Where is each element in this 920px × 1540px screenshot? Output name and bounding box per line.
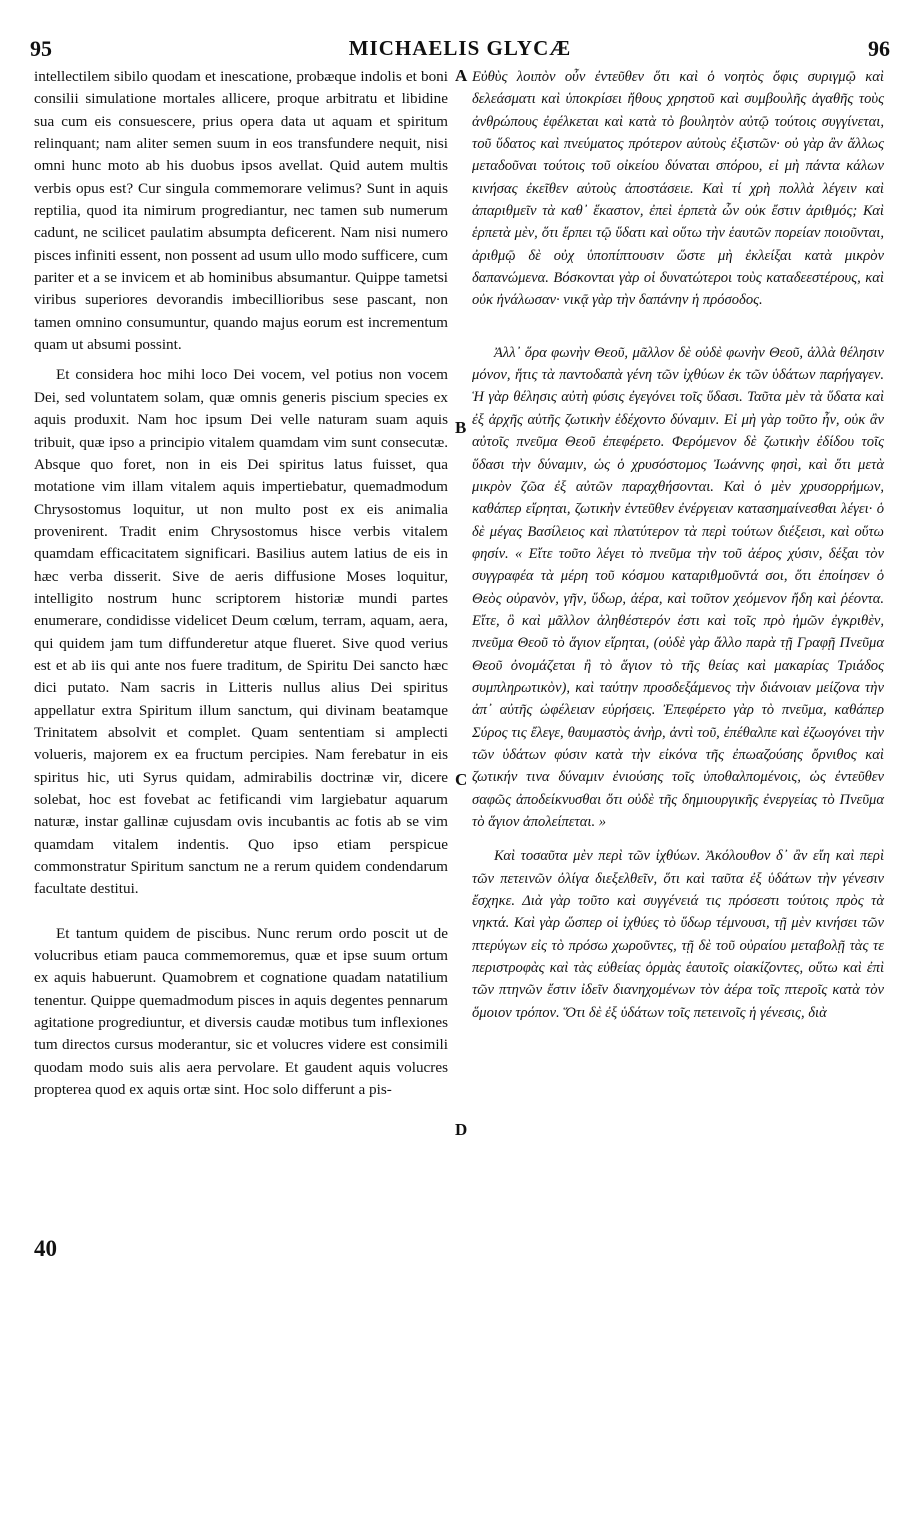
margin-marker-d: D <box>455 1120 468 1139</box>
margin-line-number: 40 <box>34 1236 57 1261</box>
latin-column <box>34 66 448 1101</box>
greek-paragraph-2: Ἀλλ᾽ ὅρα φωνὴν Θεοῦ, μᾶλλον δὲ οὐδὲ φωνὴν Θεοῦ, ἀλλὰ θέλησιν μόνον, ἥτις τὰ παντοδαπὰ γένη τῶν ἰχθύων ἐκ τῶν ὑδάτων παρήγαγεν. Ἡ γὰρ θέλησις αὐτὴ φύσις ἐγεγόνει τοῖς ὕδασι. Ταῦτα μὲν τὰ ὕδατα καὶ ἐξ ἀρχῆς αὐτῆς ζωτικὴν ἐδέχοντο δύναμιν. Εἰ μὴ γὰρ τοῦτο ἦν, οὐκ ἂν αὐτοῖς πνεῦμα Θεοῦ ἐπεφέρετο. Φερόμενον δὲ ζωτικὴν ἐδίδου τοῖς ὕδασι τὴν δύναμιν, ὡς ὁ χρυσόστομος Ἰωάννης φησὶ, καὶ ὅτι μετὰ μικρὸν ζῶα ἐξ αὐτῶν παραχθήσονται. Καὶ ὁ μὲν χρυσορρήμων, καθάπερ εἴρηται, ζωτικὴν ἐντεῦθεν ἐνέργειαν κατασημαίνεσθαι λέγει· ὁ δὲ μέγας Βασίλειος καὶ πλατύτερον τὰ περὶ τούτων διέξεισι, καὶ οὕτω φησίν. « Εἴτε τοῦτο λέγει τὸ πνεῦμα τὴν τοῦ ἀέρος χύσιν, δέξαι τὸν συγγραφέα τὰ μέρη τοῦ κόσμου καταριθμοῦντά σοι, ὅτι ἐποίησεν ὁ Θεὸς οὐρανὸν, γῆν, ὕδωρ, ἀέρα, καὶ τοῦτον χεόμενον ἤδη καὶ ῥέοντα. Εἴτε, ὃ καὶ μᾶλλον ἀληθέστερόν ἐστι καὶ τοῖς πρὸ ἡμῶν ἐγκριθὲν, πνεῦμα Θεοῦ τὸ ἅγιον εἴρηται, (οὐδὲ γὰρ ἄλλο παρὰ τῇ Γραφῇ Πνεῦμα Θεοῦ ὀνομάζεται ἢ τὸ ἅγιον τὸ τῆς θείας καὶ μακαρίας Τριάδος συμπληρωτικὸν), καὶ ταύτην προσδεξάμενος τὴν διάνοιαν μείζονα τὴν ἀπ᾽ αὐτῆς ὠφέλειαν εὑρήσεις. Ἐπεφέρετο γὰρ τὸ πνεῦμα, καθάπερ Σύρος τις ἔλεγε, θαυμαστὸς ἀνὴρ, ἀντὶ τοῦ, ἐπέθαλπε καὶ ἐζωογόνει τὴν τῶν ὑδάτων φύσιν κατὰ τὴν εἰκόνα τῆς ἐπωαζούσης ὄρνιθος καὶ ζωτικήν τινα δύναμιν ἐνιούσης τοῖς ὑποθαλπομένοις, ὡς ἐντεῦθεν σαφῶς ἀποδείκνυσθαι ὅτι οὐδὲ τῆς δημιουργικῆς ἐνεργείας τὸ Πνεῦμα τὸ ἅγιον ἀπολείπεται. » <box>472 344 884 830</box>
latin-paragraph-1: intellectilem sibilo quodam et inescatione, probæque indolis et boni consilii simulatione mortales allicere, proque arbitratu et libidine sua cum eis consuescere, prius opera data ut aquam et spiritum relinquant; nam aliter semen suum in eos transfundere nequit, nisi omni hunc moto ab his duobus ipsos avellat. Quid autem multis verbis opus est? Cur singula commemorare velimus? Sunt in aquis reptilia, quod ita nimirum progrediantur, nec tamen sub numerum cadunt, ne scilicet paulatim absumpta deficerent. Nam nisi numero pisces infiniti essent, non possent ad usum ullo modo sufficere, cum pariter et a se invicem et ab hominibus absumantur. Quippe tametsi viribus superiores devorandis imbecillioribus sese pascant, non tamen omnino consumuntur, quando majus eorum est incrementum quam ut absumi possint. <box>34 68 448 354</box>
right-page-number: 96 <box>868 36 890 61</box>
margin-marker-b: B <box>455 418 467 437</box>
running-header <box>30 36 890 66</box>
greek-paragraph-3: Καὶ τοσαῦτα μὲν περὶ τῶν ἰχθύων. Ἀκόλουθον δ᾽ ἂν εἴη καὶ περὶ τῶν πετεινῶν ὀλίγα διεξελθεῖν, ὅτι καὶ ταῦτα ἐξ ὑδάτων τὴν γένεσιν ἔσχηκε. Διὰ γὰρ τοῦτο καὶ συγγένειά τις πρόσεστι τούτοις πρὸς τὰ νηκτά. Καὶ γὰρ ὥσπερ οἱ ἰχθύες τὸ ὕδωρ τέμνουσι, τῇ μὲν κινήσει τῶν πτερύγων εἰς τὸ πρόσω χωροῦντες, τῇ δὲ τοῦ οὐραίου μεταβολῇ τὰς τε περιστροφὰς καὶ τὰς εὐθείας ὁρμὰς ἑαυτοῖς οἰακίζοντες, οὕτω καὶ ἐπὶ τῶν πτηνῶν ἔστιν ἰδεῖν διανηχομένων τὸν ἀέρα τοῖς πτεροῖς κατὰ τὸν ὅμοιον τρόπον. Ὅτι δὲ ἐξ ὑδάτων τοῖς πετεινοῖς ἡ γένεσις, διὰ <box>472 848 884 1021</box>
left-page-number: 95 <box>30 36 52 61</box>
margin-marker-c: C <box>455 770 468 789</box>
running-title: MICHAELIS GLYCÆ <box>348 36 572 60</box>
latin-paragraph-2: Et considera hoc mihi loco Dei vocem, vel potius non vocem Dei, sed voluntatem solam, quæ omnis generis piscium species ex aquis produxit. Nam hoc ipsum Dei velle naturam suam aquis tribuit, quæ ipso a principio vitalem quamdam vim sunt consecutæ. Absque quo foret, non in eis Dei spiritus latus fuisset, qua motatione vim illam vitalem aquis impertiebatur, quemadmodum Chrysostomus loquitur, ut non multo post ex eis animalia provenirent. Tradit enim Chrysostomus hisce verbis vitalem quamdam efficacitatem significari. Basilius autem latius de eis in hæc verba disserit. Sive de aeris diffusione Moses loquitur, intelligito nostrum hunc scriptorem historiæ mundi partes enumerare, condidisse videlicet Deum cœlum, terram, aquam, aera, qui quidem jam tum diffunderetur atque flueret. Sive quod verius est et ab iis qui ante nos fuere traditum, de Spiritu Dei sancto hæc dici putato. Nam sacris in Litteris nullus alius Dei spiritus appellatur extra Spiritum illum sanctum, qui divinam beatamque Trinitatem absolvit et complet. Quam sententiam si amplecti volueris, majorem ex ea fructum percipies. Nam ferebatur in eis spiritus hic, uti Syrus quidam, admirabilis doctrinæ vir, dicere solebat, hoc est fovebat ac fetificandi vim largiebatur aquarum naturæ, instar gallinæ cujusdam ovis incubantis ac fotis ab se vim quamdam vitalem indentis. Quo ipso etiam perspicue commonstratur Spiritum sanctum ne a rerum quidem condendarum facultate destitui. <box>34 366 448 898</box>
margin-marker-a: A <box>455 66 468 85</box>
greek-paragraph-1: Εὐθὺς λοιπὸν οὖν ἐντεῦθεν ὅτι καὶ ὁ νοητὸς ὄφις συριγμῷ καὶ δελεάσματι καὶ ὑποκρίσει ἤθους χρηστοῦ καὶ συμβουλῆς ἀγαθῆς τοὺς ἀνθρώπους ἐφέλκεται καὶ κατὰ τὸ βουλητὸν αὐτῷ τούτοις συγγίνεται, τοῦ ὕδατος καὶ πνεύματος πρότερον αὐτοὺς ἐξιστῶν· οὐ γὰρ ἂν ἄλλως μεταδοῦναι τούτοις τοῦ οἰκείου δύναται σπόρου, εἰ μὴ πάντα κάλων κινήσας ἐκεῖθεν αὐτοὺς ἀποστάσειε. Καὶ τί χρὴ πολλὰ λέγειν καὶ ἀπαριθμεῖν τὰ καθ᾽ ἕκαστον, ἐπεὶ ἑρπετὰ ὧν οὐκ ἔστιν ἀριθμός; Καὶ ἑρπετὰ μὲν, ὅτι ἕρπει τῷ ὕδατι καὶ οὕτω τὴν ἑαυτῶν πορείαν ποιοῦνται, ἀριθμῷ δὲ οὐχ ὑποπίπτουσιν ὥστε μὴ ἐκλείξαι κατὰ μικρὸν δαπανώμενα. Βόσκονται γὰρ οἱ δυνατώτεροι τοὺς καταδεεστέρους, καὶ οὐκ ἠνάλωσαν· νικᾷ γὰρ τὴν δαπάνην ἡ πρόσοδος. <box>472 69 884 309</box>
latin-paragraph-3: Et tantum quidem de piscibus. Nunc rerum ordo poscit ut de volucribus etiam pauca commemoremus, quæ et ipse suum ortum ex aquis habuerunt. Quamobrem et cognatione quadam natatilium tenentur. Quippe quemadmodum pisces in aquis degentes pennarum agitatione progrediuntur, et diversis caudæ motibus tum inflexiones tum directos cursus moderantur, sic et volucres videre est consimili quodam modo suis alis aera pervolare. Et gaudent aquis volucres propterea quod ex aquis ortæ sint. Hoc solo differunt a pis- <box>34 924 448 1099</box>
greek-column <box>472 66 884 1024</box>
